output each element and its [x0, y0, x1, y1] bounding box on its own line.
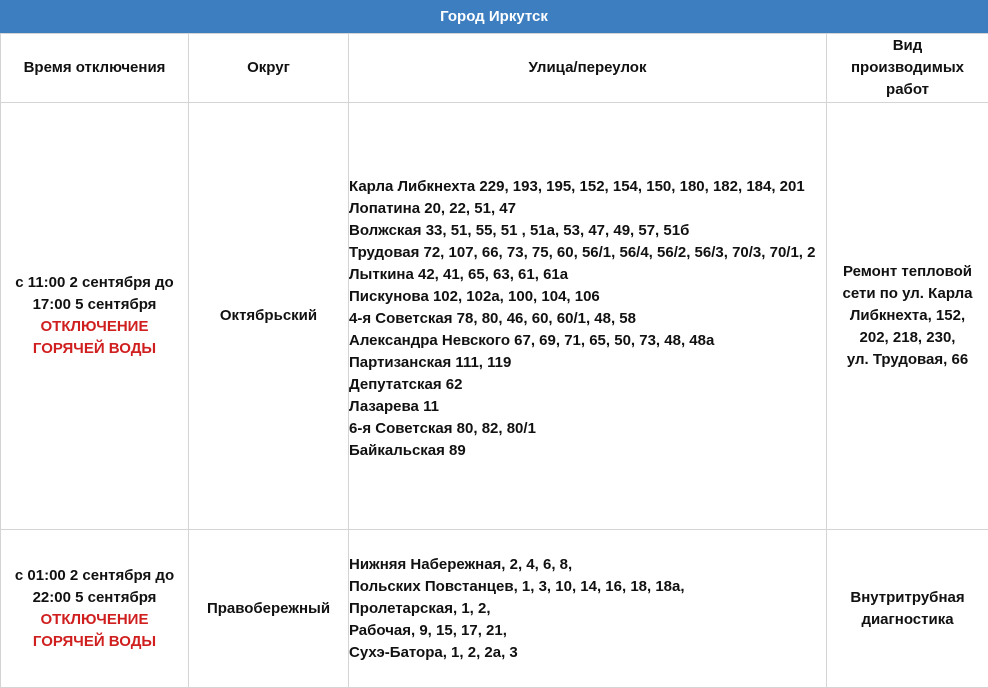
street-item: Лазарева 11: [349, 396, 826, 418]
time-line: 17:00 5 сентября: [1, 294, 188, 316]
table-row: [1, 103, 988, 530]
street-item: Нижняя Набережная, 2, 4, 6, 8,: [349, 554, 826, 576]
table-row: [1, 530, 988, 688]
street-item: Рабочая, 9, 15, 17, 21,: [349, 620, 826, 642]
work-line: диагностика: [827, 609, 988, 631]
street-item: Депутатская 62: [349, 374, 826, 396]
street-list: [349, 103, 827, 530]
header-time: Время отключения: [1, 34, 189, 103]
work-line: Внутритрубная: [827, 587, 988, 609]
work-line: Либкнехта, 152,: [827, 305, 988, 327]
street-item: Лыткина 42, 41, 65, 63, 61, 61а: [349, 264, 826, 286]
hot-water-notice: ОТКЛЮЧЕНИЕ: [1, 316, 188, 338]
work-line: ул. Трудовая, 66: [827, 349, 988, 371]
header-work-line: Вид: [827, 35, 988, 57]
header-work: [827, 34, 988, 103]
street-item: Пискунова 102, 102а, 100, 104, 106: [349, 286, 826, 308]
street-item: Лопатина 20, 22, 51, 47: [349, 198, 826, 220]
time-line: с 01:00 2 сентября до: [1, 565, 188, 587]
outage-time: [1, 530, 189, 688]
header-street: Улица/переулок: [349, 34, 827, 103]
work-line: сети по ул. Карла: [827, 283, 988, 305]
street-item: Волжская 33, 51, 55, 51 , 51а, 53, 47, 49, 57, 51б: [349, 220, 826, 242]
street-item: Пролетарская, 1, 2,: [349, 598, 826, 620]
district-name: Правобережный: [189, 530, 349, 688]
street-item: Александра Невского 67, 69, 71, 65, 50, 73, 48, 48а: [349, 330, 826, 352]
hot-water-notice: ОТКЛЮЧЕНИЕ: [1, 609, 188, 631]
street-item: 4-я Советская 78, 80, 46, 60, 60/1, 48, 58: [349, 308, 826, 330]
hot-water-notice: ГОРЯЧЕЙ ВОДЫ: [1, 631, 188, 653]
street-item: 6-я Советская 80, 82, 80/1: [349, 418, 826, 440]
street-item: Трудовая 72, 107, 66, 73, 75, 60, 56/1, 56/4, 56/2, 56/3, 70/3, 70/1, 2: [349, 242, 826, 264]
work-type: [827, 103, 988, 530]
street-item: Сухэ-Батора, 1, 2, 2а, 3: [349, 642, 826, 664]
outage-time: [1, 103, 189, 530]
work-line: 202, 218, 230,: [827, 327, 988, 349]
street-list: [349, 530, 827, 688]
outage-table: [0, 33, 988, 688]
header-work-line: работ: [827, 79, 988, 101]
street-item: Польских Повстанцев, 1, 3, 10, 14, 16, 18, 18а,: [349, 576, 826, 598]
street-item: Карла Либкнехта 229, 193, 195, 152, 154, 150, 180, 182, 184, 201: [349, 176, 826, 198]
work-line: Ремонт тепловой: [827, 261, 988, 283]
district-name: Октябрьский: [189, 103, 349, 530]
header-district: Округ: [189, 34, 349, 103]
street-item: Партизанская 111, 119: [349, 352, 826, 374]
header-work-line: производимых: [827, 57, 988, 79]
hot-water-notice: ГОРЯЧЕЙ ВОДЫ: [1, 338, 188, 360]
city-title: Город Иркутск: [0, 0, 988, 33]
header-row: [1, 34, 988, 103]
time-line: 22:00 5 сентября: [1, 587, 188, 609]
street-item: Байкальская 89: [349, 440, 826, 462]
work-type: [827, 530, 988, 688]
time-line: с 11:00 2 сентября до: [1, 272, 188, 294]
